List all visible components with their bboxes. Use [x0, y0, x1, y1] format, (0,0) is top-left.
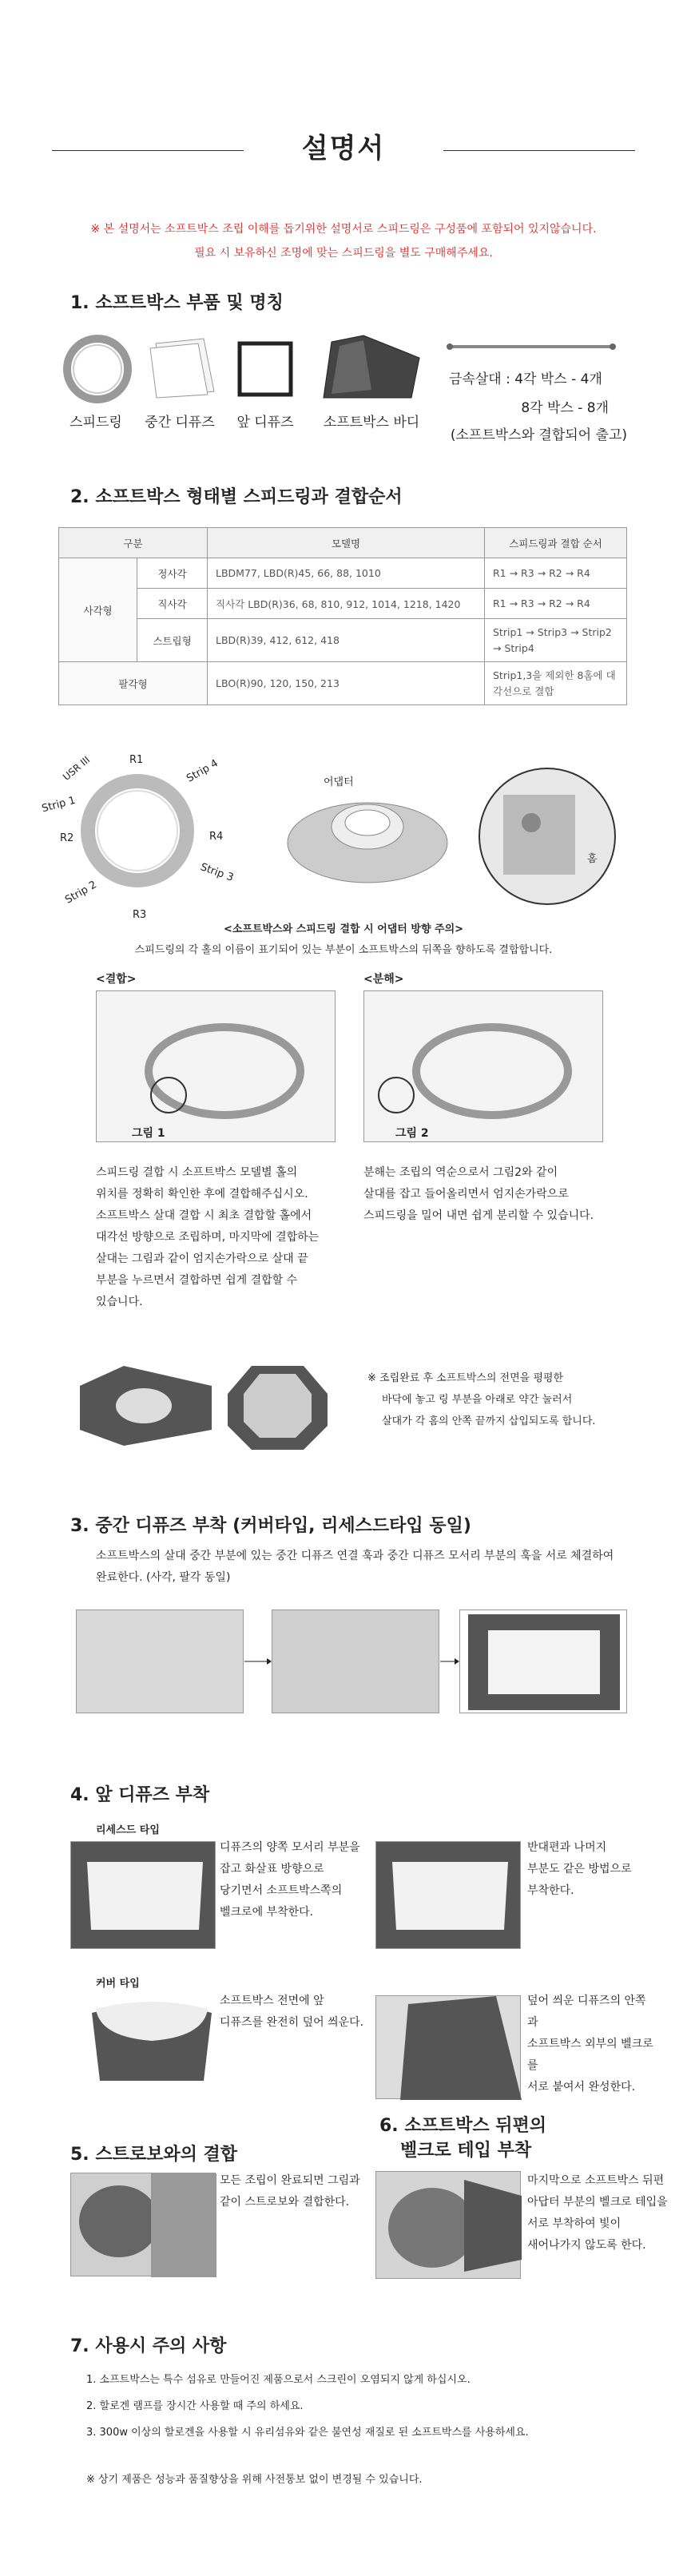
finish-text: ※ 조립완료 후 소프트박스의 전면을 평평한 바닥에 놓고 링 부분을 아래로 약간 눌러서 살대가 각 홈의 안쪽 끝까지 삽입되도록 합니다.: [367, 1372, 596, 1427]
separate-label: <분해>: [363, 973, 404, 986]
ring-label: R3: [133, 909, 147, 921]
recessed-text-1: 디퓨즈의 양쪽 모서리 부분을 잡고 화살표 방향으로 당기면서 소프트박스쪽의 벨크로에 부착한다.: [220, 1841, 360, 1919]
softbox-flat-illustration: [76, 1362, 216, 1450]
section-3-text: 소프트박스의 살대 중간 부분에 있는 중간 디퓨즈 연결 훅과 중간 디퓨즈 모서리 부분의 훅을 서로 체결하여 완료한다. (사각, 팔각 동일): [96, 1550, 614, 1584]
notice-line-2: 필요 시 보유하신 조명에 맞는 스피드링을 별도 구매해주세요.: [194, 247, 493, 260]
combine-text: 스피드링 결합 시 소프트박스 모델별 홀의 위치를 정확히 확인한 후에 결합해주십시오. 소프트박스 살대 결합 시 최초 결합할 홀에서 대각선 방향으로 조립하며, 마지막에 결합하는 살대는 그림과 같이 엄지손가락으로 살대 끝 부분을 누르면서 결합하면 쉽게 결합할 수 있습니다.: [96, 1166, 320, 1308]
caution-title: <소프트박스와 스피드링 결합 시 어댑터 방향 주의>: [223, 923, 464, 935]
recessed-step-1: [70, 1841, 216, 1949]
table-row: [59, 558, 627, 589]
softbox-body-illustration: [316, 334, 427, 404]
section-6-text: 마지막으로 소프트박스 뒤편 아답터 부분의 벨크로 테입을 서로 부착하여 빛이 새어나가지 않도록 한다.: [527, 2174, 668, 2252]
model-table: [58, 527, 627, 705]
notice-line-1: ※ 본 설명서는 소프트박스 조립 이해를 돕기위한 설명서로 스피드링은 구성품에 포함되어 있지않습니다.: [90, 223, 597, 236]
velcro-illustration: [375, 2171, 521, 2279]
arrow-icon: [440, 1657, 459, 1665]
section-7-title: 7. 사용시 주의 사항: [70, 2336, 227, 2356]
part-label-front-diffuser: 앞 디퓨즈: [236, 415, 294, 431]
section-5-text: 모든 조립이 완료되면 그림과 같이 스트로보와 결합한다.: [220, 2174, 360, 2209]
section-2-title: 2. 소프트박스 형태별 스피드링과 결합순서: [70, 487, 403, 507]
adapter-label: 어댑터: [324, 776, 354, 788]
table-header: 모델명: [208, 528, 485, 558]
combine-label: <결합>: [96, 973, 137, 986]
table-cell-shape: 정사각: [137, 558, 208, 589]
adapter-illustration: [276, 779, 459, 899]
ring-label: Strip 4: [185, 757, 220, 785]
caution-list: [86, 2367, 661, 2446]
table-cell-shape: 팔각형: [59, 662, 208, 705]
recessed-text-2: 반대편과 나머지 부분도 같은 방법으로 부착한다.: [527, 1841, 632, 1897]
middle-diffuser-illustration: [144, 335, 220, 399]
ring-label: Strip 1: [40, 794, 77, 816]
table-cell-shape: 직사각: [137, 589, 208, 619]
section-6-title: 6. 소프트박스 뒤편의 벨크로 테입 부착: [379, 2116, 546, 2161]
cover-step-2: [375, 1995, 521, 2099]
ring-label: R2: [60, 832, 74, 844]
list-item: 3. 300w 이상의 할로겐을 사용할 시 유리섬유와 같은 불연성 재질로 된 소프트박스를 사용하세요.: [86, 2427, 529, 2439]
caution-text: 스피드링의 각 홀의 이름이 표기되어 있는 부분이 소프트박스의 뒤쪽을 향하도록 결합합니다.: [134, 944, 553, 956]
section-1-title: 1. 소프트박스 부품 및 명칭: [70, 293, 284, 313]
combine-illustration: [96, 990, 336, 1142]
part-label-speedring: 스피드링: [69, 415, 122, 431]
list-item: 2. 할로겐 램프를 장시간 사용할 때 주의 하세요.: [86, 2400, 304, 2412]
separate-illustration: [363, 990, 603, 1142]
octagon-softbox-illustration: [224, 1362, 332, 1454]
page-title: 설명서: [301, 133, 386, 165]
table-header-row: [59, 528, 627, 558]
part-label-middle-diffuser: 중간 디퓨즈: [145, 415, 215, 431]
table-cell-model: LBD(R)39, 412, 612, 418: [208, 619, 485, 662]
table-header: 구분: [59, 528, 208, 558]
front-diffuser-illustration: [233, 337, 297, 401]
cover-text-1: 소프트박스 전면에 앞 디퓨즈를 완전히 덮어 씌운다.: [220, 1995, 364, 2029]
recessed-type-label: 리세스드 타입: [96, 1824, 160, 1836]
table-cell-model: LBDM77, LBD(R)45, 66, 88, 1010: [208, 558, 485, 589]
table-row: [59, 589, 627, 619]
list-item: 1. 소프트박스는 특수 섬유로 만들어진 제품으로서 스크린이 오염되지 않게 하십시오.: [86, 2374, 471, 2386]
ring-label: Strip 2: [63, 879, 99, 907]
groove-closeup-illustration: [471, 763, 623, 911]
table-cell-order: Strip1,3을 제외한 8홈에 대각선으로 결합: [485, 662, 627, 705]
middle-diffuser-step-3: [459, 1610, 627, 1713]
cover-type-label: 커버 타입: [96, 1978, 140, 1990]
ring-label: Strip 3: [198, 861, 236, 884]
strobe-illustration: [70, 2173, 216, 2276]
table-cell-order: R1 → R3 → R2 → R4: [485, 589, 627, 619]
ring-label: R4: [209, 831, 224, 843]
ring-label: R1: [129, 754, 144, 766]
figure-2-label: 그림 2: [395, 1127, 429, 1140]
groove-label: 홈: [587, 853, 598, 865]
middle-diffuser-step-2: [272, 1610, 439, 1713]
rod-line-3: (소프트박스와 결합되어 출고): [450, 427, 627, 443]
section-5-title: 5. 스트로보와의 결합: [70, 2145, 237, 2165]
table-cell-model: 직사각 LBD(R)36, 68, 810, 912, 1014, 1218, 1420: [208, 589, 485, 619]
rod-line-1: 금속살대 : 4각 박스 - 4개: [449, 371, 602, 387]
recessed-step-2: [375, 1841, 521, 1949]
table-cell-model: LBO(R)90, 120, 150, 213: [208, 662, 485, 705]
cover-text-2: 덮어 씌운 디퓨즈의 안쪽과 소프트박스 외부의 벨크로를 서로 붙여서 완성한다.: [527, 1995, 653, 2094]
footnote: ※ 상기 제품은 성능과 품질향상을 위해 사전통보 없이 변경될 수 있습니다.: [86, 2474, 423, 2486]
metal-rod-illustration: [443, 337, 619, 356]
part-label-softbox-body: 소프트박스 바디: [323, 415, 420, 431]
ring-label: USR III: [61, 754, 93, 783]
arrow-icon: [244, 1657, 272, 1665]
table-row: [59, 662, 627, 705]
section-4-title: 4. 앞 디퓨즈 부착: [70, 1785, 210, 1805]
table-header: 스피드링과 결합 순서: [485, 528, 627, 558]
table-cell-shape: 스트립형: [137, 619, 208, 662]
middle-diffuser-step-1: [76, 1610, 244, 1713]
figure-1-label: 그림 1: [132, 1127, 165, 1140]
rod-line-2: 8각 박스 - 8개: [521, 400, 609, 416]
separate-text: 분해는 조립의 역순으로서 그림2와 같이 살대를 잡고 들어올리면서 엄지손가락으로 스피드링을 밀어 내면 쉽게 분리할 수 있습니다.: [363, 1166, 594, 1222]
section-3-title: 3. 중간 디퓨즈 부착 (커버타입, 리세스드타입 동일): [70, 1516, 471, 1536]
table-cell-order: Strip1 → Strip3 → Strip2 → Strip4: [485, 619, 627, 662]
table-group-square: 사각형: [59, 558, 137, 662]
table-row: [59, 619, 627, 662]
table-cell-order: R1 → R3 → R2 → R4: [485, 558, 627, 589]
speedring-illustration: [62, 334, 133, 404]
cover-step-1: [84, 1993, 220, 2089]
